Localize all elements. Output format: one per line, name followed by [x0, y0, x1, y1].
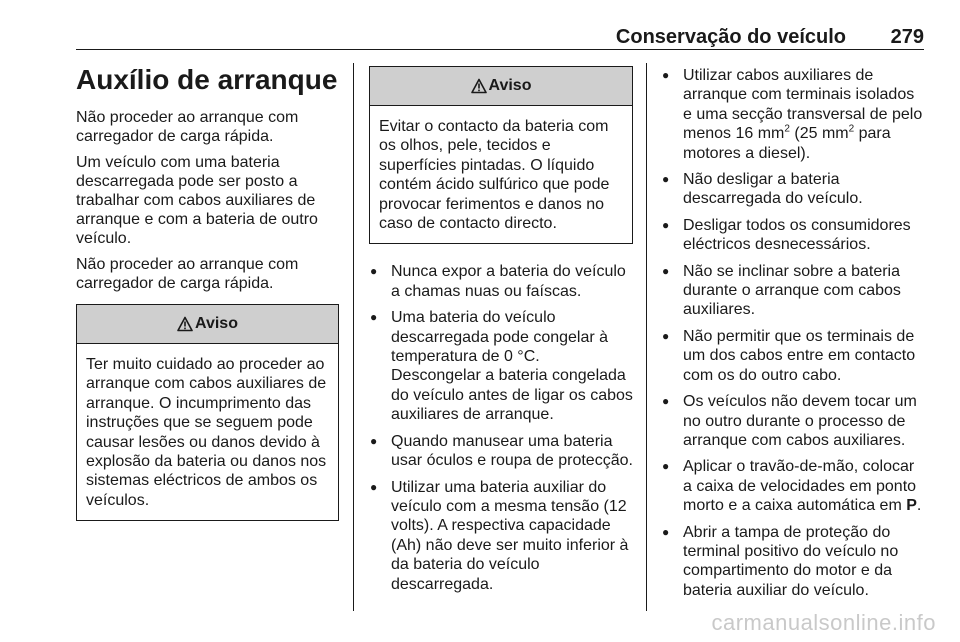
warning-triangle-icon: [471, 78, 487, 94]
warning-box: [369, 66, 633, 244]
text-segment: .: [916, 497, 922, 515]
list-item: ● Os veículos não devem tocar um no outro durante o processo de arranque com cabos auxiliares.: [661, 392, 927, 450]
text-segment: Utilizar cabos auxiliares de arranque com terminais isolados e uma secção transversal de pelo menos 16 mm: [683, 67, 923, 143]
paragraph: Não proceder ao arranque com carregador de carga rápida.: [76, 256, 299, 292]
paragraph: Não proceder ao arranque com carregador de carga rápida.: [76, 109, 299, 145]
list-item: ● Não desligar a bateria descarregada do veículo.: [661, 170, 927, 209]
warning-label: Aviso: [488, 77, 532, 94]
warning-header: [77, 305, 338, 344]
list-item: ● Nunca expor a bateria do veículo a chamas nuas ou faíscas.: [369, 262, 633, 301]
text-segment: para motores a diesel).: [683, 125, 891, 162]
list-item: ● Desligar todos os consumidores eléctricos desnecessários.: [661, 216, 927, 255]
text-segment: (25 mm: [789, 125, 849, 143]
superscript: 2: [848, 123, 855, 135]
column-1: [76, 62, 339, 521]
warning-text: Evitar o contacto da bateria com os olhos, pele, tecidos e superfícies pintadas. O líquido contém ácido sulfúrico que pode provocar ferimentos e danos no caso de contacto directo.: [379, 118, 610, 233]
list-item: ● Uma bateria do veículo descarregada pode congelar à temperatura de 0 °C. Descongelar a bateria congelada do veículo antes de ligar os cabos auxiliares de arranque.: [369, 308, 633, 424]
warning-text: Ter muito cuidado ao proceder ao arranque com cabos auxiliares de arranque. O incumprimento das instruções que se seguem pode causar lesões ou danos devido à explosão da bateria ou danos nos sistemas eléctricos de ambos os veículos.: [86, 356, 327, 509]
section-title: Auxílio de arranque: [76, 64, 338, 95]
warning-header: [370, 67, 632, 106]
list-item: ● Utilizar uma bateria auxiliar do veículo com a mesma tensão (12 volts). A respectiva capacidade (Ah) não deve ser muito inferior à da bateria do veículo descarregada.: [369, 478, 633, 594]
list-item: [661, 66, 927, 163]
paragraph: Um veículo com uma bateria descarregada pode ser posto a trabalhar com cabos auxiliares de arranque e com a bateria de outro veículo.: [76, 154, 318, 247]
header-section-title: Conservação do veículo: [615, 26, 846, 48]
list-item: ● Abrir a tampa de proteção do terminal positivo do veículo no compartimento do motor e da bateria auxiliar do veículo.: [661, 523, 927, 601]
page-header: [76, 25, 924, 50]
warning-triangle-icon: [177, 316, 193, 332]
page-number: 279: [890, 26, 924, 48]
list-item: ● Não se inclinar sobre a bateria durante o arranque com cabos auxiliares.: [661, 262, 927, 320]
superscript: 2: [784, 123, 790, 135]
list-item: ● Quando manusear uma bateria usar óculos e roupa de protecção.: [369, 432, 633, 471]
list-item: ● Não permitir que os terminais de um dos cabos entre em contacto com os do outro cabo.: [661, 327, 927, 385]
text-segment: Aplicar o travão-de-mão, colocar a caixa de velocidades em ponto morto e a caixa automática em: [683, 458, 917, 515]
column-divider: [353, 63, 354, 611]
watermark: carmanualsonline.info: [711, 610, 936, 635]
bullet-list: [661, 66, 927, 600]
bullet-list: [369, 262, 633, 594]
list-item: [661, 457, 927, 515]
warning-label: Aviso: [195, 315, 238, 332]
warning-box: [76, 304, 339, 521]
column-divider: [646, 63, 647, 611]
gear-position-label: P: [906, 497, 917, 515]
column-2: [369, 62, 633, 601]
column-3: [661, 66, 927, 607]
